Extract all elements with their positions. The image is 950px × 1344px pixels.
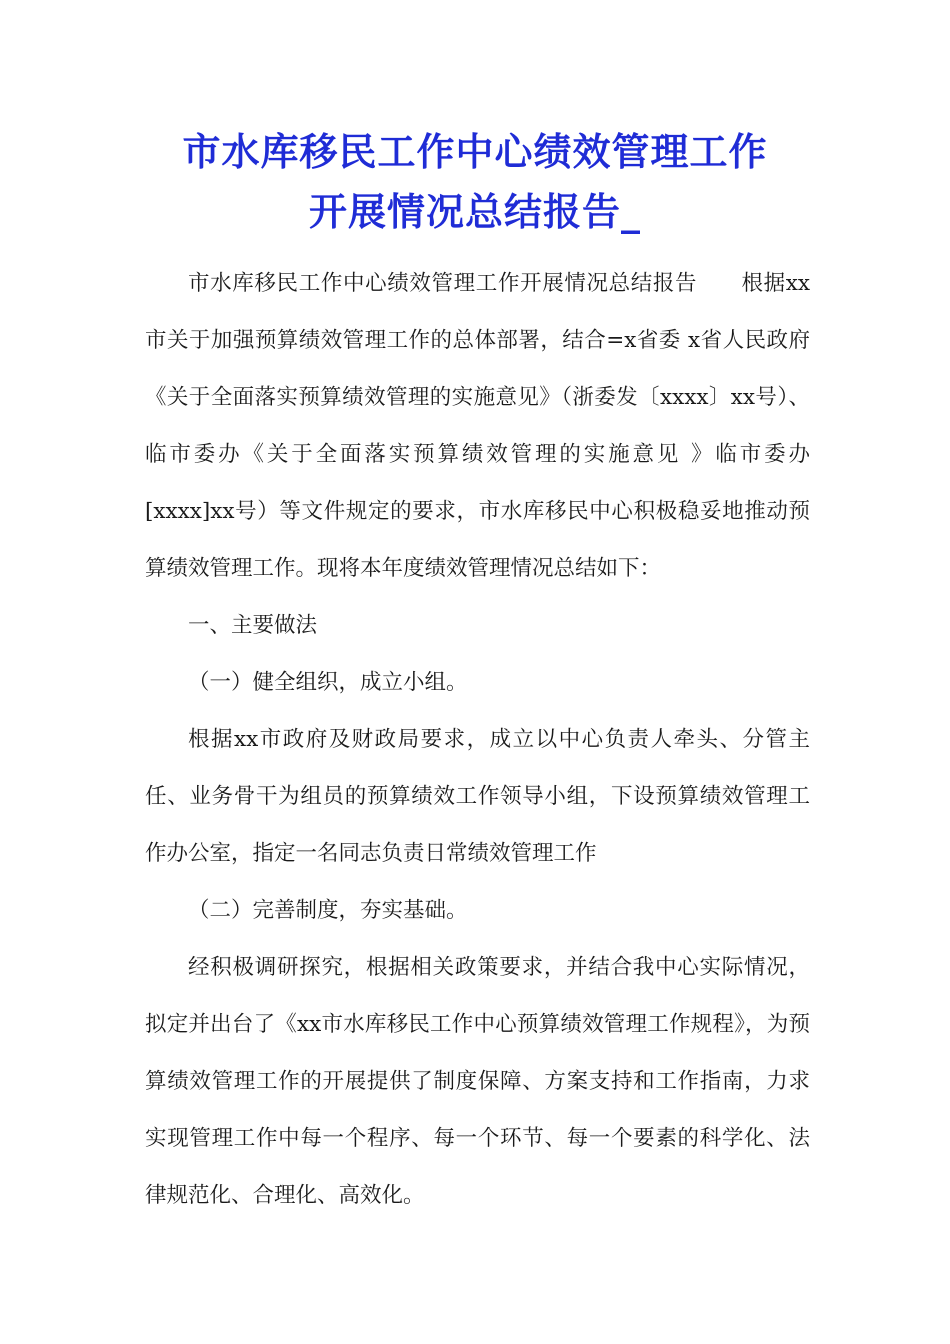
paragraph-intro: 市水库移民工作中心绩效管理工作开展情况总结报告 根据xx市关于加强预算绩效管理工作的总体部署，结合=x省委 x省人民政府《关于全面落实预算绩效管理的实施意见》（浙委发〔xxxx〕xx号）、临市委办《关于全面落实预算绩效管理的实施意见 》临市委办[xxxx]xx号）等文件规定的要求，市水库移民中心积极稳妥地推动预算绩效管理工作。现将本年度绩效管理情况总结如下：: [145, 271, 810, 581]
section-heading-main-practices: 一、主要做法: [188, 613, 318, 638]
subsection-heading-system: （二）完善制度，夯实基础。: [188, 898, 468, 923]
paragraph-organization: 根据xx市政府及财政局要求，成立以中心负责人牵头、分管主任、业务骨干为组员的预算绩效工作领导小组，下设预算绩效管理工作办公室，指定一名同志负责日常绩效管理工作: [145, 727, 810, 866]
paragraph-system: 经积极调研探究，根据相关政策要求，并结合我中心实际情况，拟定并出台了《xx市水库移民工作中心预算绩效管理工作规程》，为预算绩效管理工作的开展提供了制度保障、方案支持和工作指南，力求实现管理工作中每一个程序、每一个环节、每一个要素的科学化、法律规范化、合理化、高效化。: [145, 955, 810, 1208]
document-title: [120, 122, 830, 242]
subsection-heading-organization: （一）健全组织，成立小组。: [188, 670, 468, 695]
document-body: [145, 255, 810, 1224]
title-line-1: 市水库移民工作中心绩效管理工作: [182, 130, 768, 174]
title-line-2: 开展情况总结报告_: [308, 190, 641, 234]
